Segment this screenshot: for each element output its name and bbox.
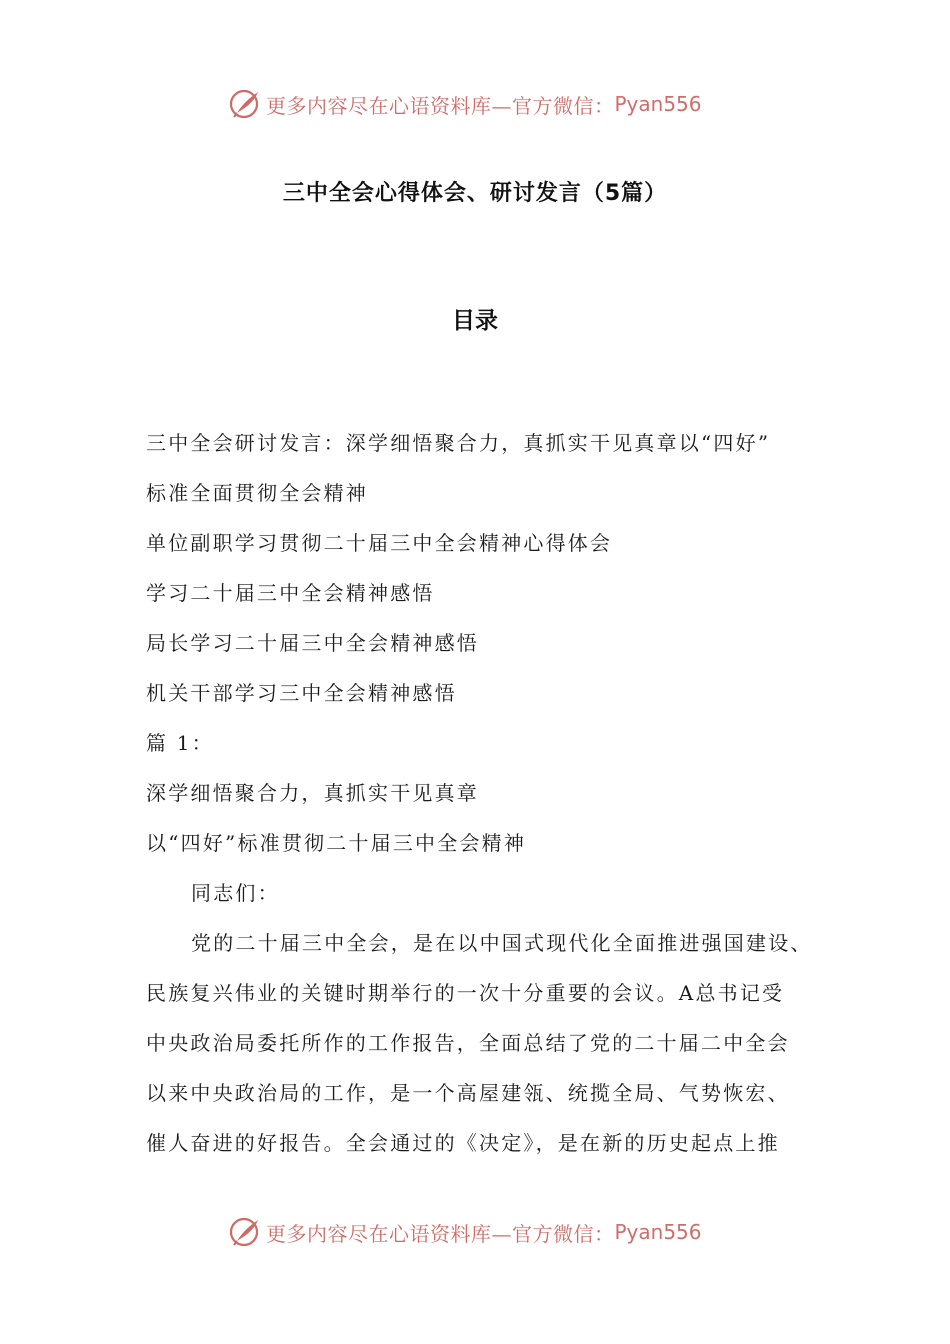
body-line: 中央政治局委托所作的工作报告，全面总结了党的二十届二中全会	[146, 1031, 790, 1055]
toc-heading: 目录	[452, 308, 498, 334]
salutation: 同志们：	[191, 881, 280, 905]
banner-wechat-id: Pyan556	[614, 1220, 702, 1244]
footer-banner	[228, 1212, 702, 1252]
banner-text: 更多内容尽在心语资料库—官方微信：	[266, 1221, 615, 1246]
body-line: 民族复兴伟业的关键时期举行的一次十分重要的会议。A总书记受	[146, 981, 785, 1005]
body-line: 党的二十届三中全会，是在以中国式现代化全面推进强国建设、	[191, 931, 813, 955]
toc-item: 学习二十届三中全会精神感悟	[146, 581, 435, 605]
banner-wechat-id: Pyan556	[614, 92, 702, 116]
document-title: 三中全会心得体会、研讨发言（5篇）	[282, 181, 668, 206]
header-banner	[228, 84, 702, 124]
toc-item: 机关干部学习三中全会精神感悟	[146, 681, 457, 705]
banner-text: 更多内容尽在心语资料库—官方微信：	[266, 93, 615, 118]
quill-logo-icon	[228, 87, 262, 121]
section-title-line2: 以“四好”标准贯彻二十届三中全会精神	[146, 831, 527, 855]
section-title-line1: 深学细悟聚合力，真抓实干见真章	[146, 781, 479, 805]
toc-item: 标准全面贯彻全会精神	[146, 481, 368, 505]
toc-item: 局长学习二十届三中全会精神感悟	[146, 631, 479, 655]
document-body	[146, 418, 816, 1168]
section-label: 篇 1：	[146, 731, 214, 755]
body-line: 催人奋进的好报告。全会通过的《决定》，是在新的历史起点上推	[146, 1131, 780, 1155]
toc-item: 三中全会研讨发言：深学细悟聚合力，真抓实干见真章以“四好”	[146, 431, 771, 455]
body-line: 以来中央政治局的工作，是一个高屋建瓴、统揽全局、气势恢宏、	[146, 1081, 790, 1105]
quill-logo-icon	[228, 1215, 262, 1249]
toc-item: 单位副职学习贯彻二十届三中全会精神心得体会	[146, 531, 613, 555]
